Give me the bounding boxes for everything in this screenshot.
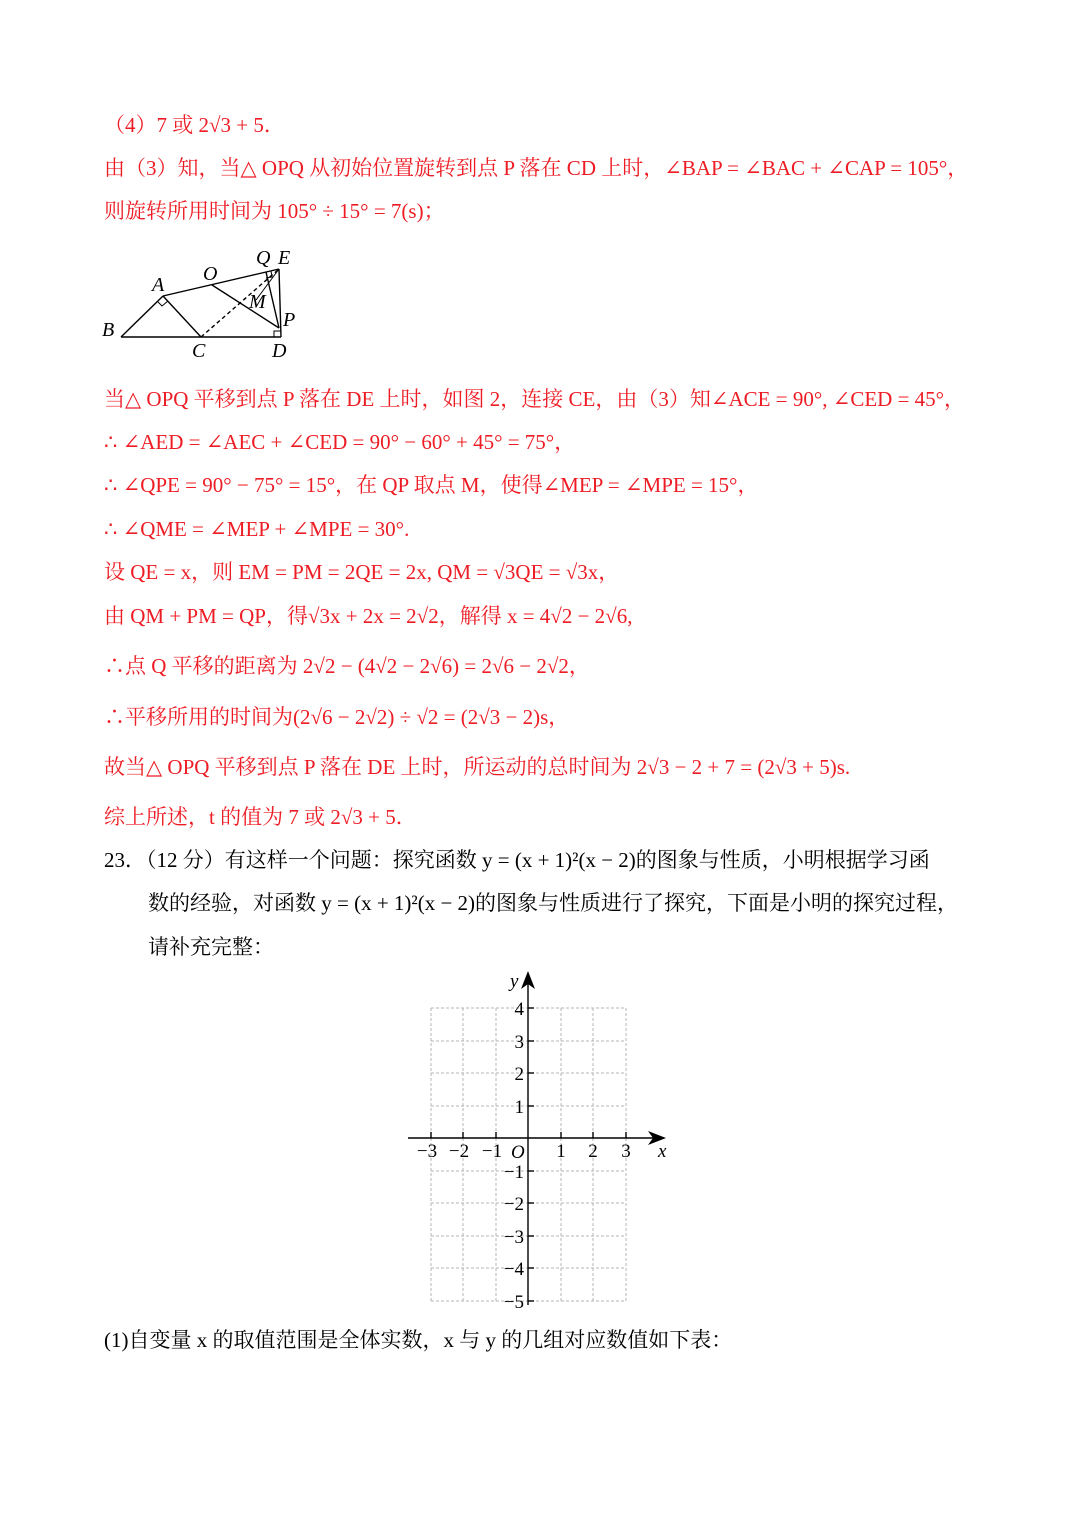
solution-line-11: ∴平移所用的时间为(2√6 − 2√2) ÷ √2 = (2√3 − 2)s， xyxy=(104,705,570,729)
question-line-2: 数的经验，对函数 y = (x + 1)²(x − 2)的图象与性质进行了探究，下面是小明的探究过程， xyxy=(148,891,959,915)
label-o: O xyxy=(203,263,218,285)
y-axis-ticks xyxy=(528,1008,534,1301)
solution-line-8: 设 QE = x，则 EM = PM = 2QE = 2x, QM = √3QE = √3x， xyxy=(104,560,620,584)
solution-line-5: ∴ ∠AED = ∠AEC + ∠CED = 90° − 60° + 45° = 75°， xyxy=(104,430,576,454)
label-q: Q xyxy=(256,247,271,269)
label-b: B xyxy=(102,319,115,341)
svg-text:−1: −1 xyxy=(481,1141,503,1162)
svg-text:2: 2 xyxy=(588,1141,598,1162)
solution-line-13: 综上所述，t 的值为 7 或 2√3 + 5． xyxy=(104,805,417,829)
question-line-1: 23．（12 分）有这样一个问题：探究函数 y = (x + 1)²(x − 2)的图象与性质，小明根据学习函 xyxy=(104,848,930,872)
geometry-figure xyxy=(96,240,316,365)
svg-text:3: 3 xyxy=(621,1141,631,1162)
svg-text:3: 3 xyxy=(514,1032,524,1053)
coordinate-plane xyxy=(400,965,690,1315)
svg-text:−3: −3 xyxy=(503,1227,524,1248)
right-angle-d xyxy=(274,331,281,337)
solution-line-1: （4）7 或 2√3 + 5． xyxy=(104,113,285,137)
solution-line-12: 故当△ OPQ 平移到点 P 落在 DE 上时，所运动的总时间为 2√3 − 2 + 7 = (2√3 + 5)s. xyxy=(104,755,851,779)
label-a: A xyxy=(152,274,165,296)
svg-text:1: 1 xyxy=(514,1097,524,1118)
svg-text:1: 1 xyxy=(556,1141,566,1162)
label-d: D xyxy=(272,340,287,362)
solution-line-10: ∴点 Q 平移的距离为 2√2 − (4√2 − 2√6) = 2√6 − 2√2， xyxy=(104,654,590,678)
segment-ba xyxy=(121,296,163,337)
label-m: M xyxy=(249,291,266,313)
label-p: P xyxy=(283,309,296,331)
solution-line-9: 由 QM + PM = QP，得√3x + 2x = 2√2，解得 x = 4√2 − 2√6, xyxy=(104,604,633,628)
segment-qp xyxy=(266,272,279,328)
x-axis-label: x xyxy=(658,1141,667,1162)
svg-text:−1: −1 xyxy=(503,1162,524,1183)
solution-line-7: ∴ ∠QME = ∠MEP + ∠MPE = 30°. xyxy=(104,517,410,541)
solution-line-4: 当△ OPQ 平移到点 P 落在 DE 上时，如图 2，连接 CE，由（3）知∠ACE = 90°, ∠CED = 45°， xyxy=(104,387,966,411)
question-part-1: (1)自变量 x 的取值范围是全体实数，x 与 y 的几组对应数值如下表： xyxy=(104,1328,733,1352)
svg-text:4: 4 xyxy=(514,999,524,1020)
svg-text:−2: −2 xyxy=(503,1194,524,1215)
svg-text:−5: −5 xyxy=(503,1292,524,1313)
label-e: E xyxy=(278,247,291,269)
solution-line-2: 由（3）知，当△ OPQ 从初始位置旋转到点 P 落在 CD 上时，∠BAP = ∠BAC + ∠CAP = 105°， xyxy=(104,156,969,180)
segment-op xyxy=(212,285,279,328)
origin-label: O xyxy=(511,1142,525,1163)
svg-text:−2: −2 xyxy=(448,1141,470,1162)
segment-ac xyxy=(163,296,201,337)
solution-line-6: ∴ ∠QPE = 90° − 75° = 15°，在 QP 取点 M，使得∠MEP = ∠MPE = 15°， xyxy=(104,473,759,497)
y-axis-label: y xyxy=(510,971,519,992)
label-c: C xyxy=(192,340,206,362)
svg-text:−4: −4 xyxy=(503,1259,524,1280)
question-line-3: 请补充完整： xyxy=(148,935,274,959)
svg-text:−3: −3 xyxy=(416,1141,438,1162)
right-angle-a xyxy=(157,301,168,306)
solution-line-3: 则旋转所用时间为 105° ÷ 15° = 7(s)； xyxy=(104,199,445,223)
svg-text:2: 2 xyxy=(514,1064,524,1085)
